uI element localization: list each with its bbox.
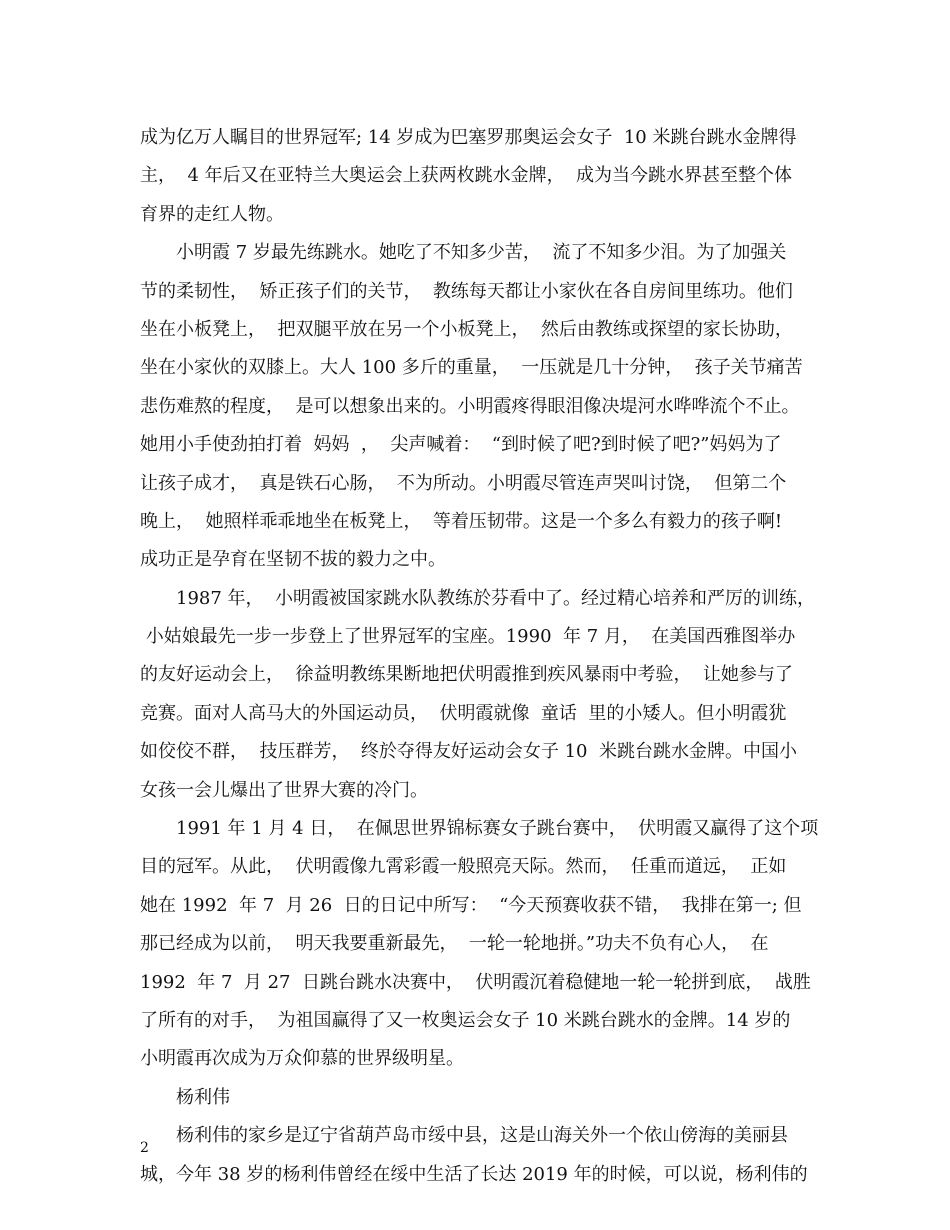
text-line: 女孩一会儿爆出了世界大赛的冷门。 [140, 779, 428, 801]
page-number: 2 [140, 1140, 149, 1156]
text-line: 悲伤难熬的程度， 是可以想象出来的。小明霞疼得眼泪像决堤河水哗哗流个不止。 [140, 395, 800, 417]
text-line: 让孩子成才， 真是铁石心肠， 不为所动。小明霞尽管连声哭叫讨饶， 但第二个 [140, 472, 787, 494]
text-line: 如佼佼不群， 技压群芳， 终於夺得友好运动会女子 10 米跳台跳水金牌。中国小 [140, 741, 797, 763]
text-line: 坐在小板凳上， 把双腿平放在另一个小板凳上， 然后由教练或探望的家长协助， [140, 318, 793, 340]
text-line: 那已经成为以前， 明天我要重新最先， 一轮一轮地拼。”功夫不负有心人， 在 [140, 933, 769, 955]
text-line: 坐在小家伙的双膝上。大人 100 多斤的重量， 一压就是几十分钟， 孩子关节痛苦 [140, 357, 803, 379]
text-line: 1992 年 7 月 27 日跳台跳水决赛中， 伏明霞沉着稳健地一轮一轮拼到底， 战胜 [140, 971, 811, 993]
text-line: 了所有的对手， 为祖国赢得了又一枚奥运会女子 10 米跳台跳水的金牌。14 岁的 [140, 1009, 791, 1031]
text-line: 她用小手使劲拍打着 妈妈 ， 尖声喊着： “到时候了吧?到时候了吧?”妈妈为了 [140, 434, 782, 456]
text-line: 1991 年 1 月 4 日， 在佩思世界锦标赛女子跳台赛中， 伏明霞又赢得了这个项 [176, 818, 819, 840]
text-line: 节的柔韧性， 矫正孩子们的关节， 教练每天都让小家伙在各自房间里练功。他们 [140, 280, 793, 302]
text-line: 小姑娘最先一步一步登上了世界冠军的宝座。1990 年 7 月， 在美国西雅图举办 [140, 626, 796, 648]
text-line: 育界的走红人物。 [140, 203, 284, 225]
text-line: 杨利伟 [176, 1086, 230, 1108]
text-line: 她在 1992 年 7 月 26 日的日记中所写： “今天预赛收获不错， 我排在第一; 但 [140, 894, 802, 916]
text-line: 杨利伟的家乡是辽宁省葫芦岛市绥中县，这是山海关外一个依山傍海的美丽县 [176, 1125, 788, 1147]
text-line: 的友好运动会上， 徐益明教练果断地把伏明霞推到疾风暴雨中考验， 让她参与了 [140, 664, 793, 686]
text-line: 主， 4 年后又在亚特兰大奥运会上获两枚跳水金牌， 成为当今跳水界甚至整个体 [140, 165, 793, 187]
text-line: 竞赛。面对人高马大的外国运动员， 伏明霞就像 童话 里的小矮人。但小明霞犹 [140, 702, 787, 724]
text-line: 小明霞再次成为万众仰慕的世界级明星。 [140, 1048, 464, 1070]
text-line: 晚上， 她照样乖乖地坐在板凳上， 等着压韧带。这是一个多么有毅力的孩子啊! [140, 510, 783, 532]
text-line: 成为亿万人瞩目的世界冠军; 14 岁成为巴塞罗那奥运会女子 10 米跳台跳水金牌得 [140, 127, 797, 148]
text-line: 目的冠军。从此， 伏明霞像九霄彩霞一般照亮天际。然而， 任重而道远， 正如 [140, 856, 787, 878]
body-text [140, 119, 820, 1194]
text-line: 小明霞 7 岁最先练跳水。她吃了不知多少苦， 流了不知多少泪。为了加强关 [176, 242, 787, 264]
text-line: 1987 年， 小明霞被国家跳水队教练於芬看中了。经过精心培养和严厉的训练， [176, 587, 815, 609]
text-line: 城，今年 38 岁的杨利伟曾经在绥中生活了长达 2019 年的时候，可以说，杨利伟的 [140, 1163, 808, 1185]
text-line: 成功正是孕育在坚韧不拔的毅力之中。 [140, 549, 446, 571]
